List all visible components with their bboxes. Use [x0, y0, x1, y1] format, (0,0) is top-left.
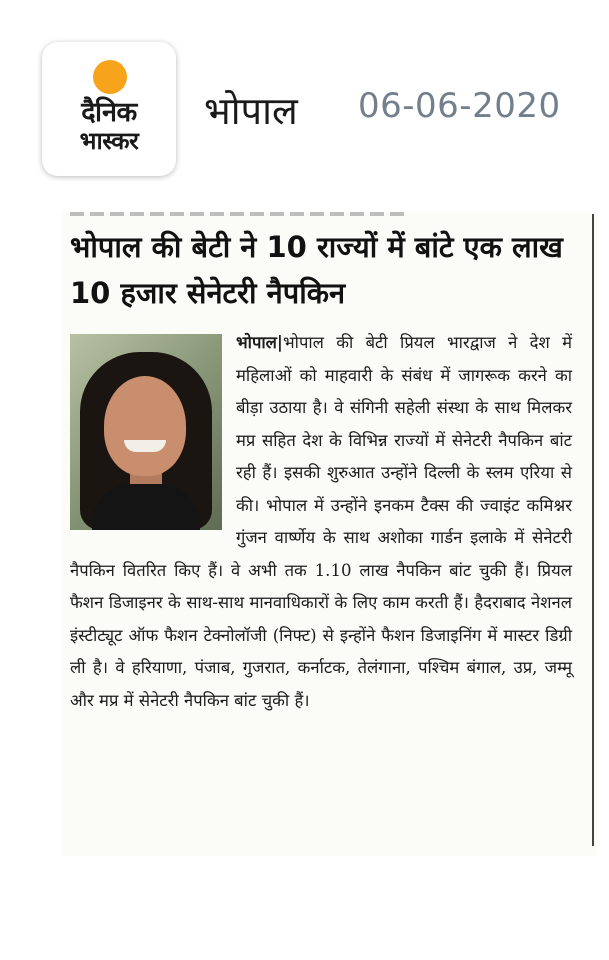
article-text: भोपाल की बेटी प्रियल भारद्वाज ने देश में महिलाओं को माहवारी के संबंध में जागरूक करने का बीड़ा उठाया है। वे संगिनी सहेली संस्था के साथ मिलकर मप्र सहित देश के विभिन्न राज्यों में सेनेटरी नैपकिन बांट रही हैं। इसकी शुरुआत उन्होंने दिल्ली के स्लम एरिया से की। भोपाल में उन्होंने इनकम टैक्स की ज्वाइंट कमिश्नर गुंजन वार्ष्णेय के साथ अशोका गार्डन इलाके में सेनेटरी नैपकिन वितरित किए हैं। वे अभी तक 1.10 लाख नैपकिन बांट चुकी हैं। प्रियल फैशन डिजाइनर के साथ-साथ मानवाधिकारों के लिए काम करती हैं। हैदराबाद नेशनल इंस्टीट्यूट ऑफ फैशन टेक्नोलॉजी (निफ्ट) से इन्होंने फैशन डिजाइनिंग में मास्टर डिग्री ली है। वे हरियाणा, पंजाब, गुजरात, कर्नाटक, तेलंगाना, पश्चिम बंगाल, उप्र, जम्मू और मप्र में सेनेटरी नैपकिन बांट चुकी हैं।	[70, 333, 572, 710]
logo-text-line2: भास्कर	[79, 127, 139, 155]
column-rule	[592, 214, 594, 846]
article-body	[70, 326, 572, 717]
article-headline: भोपाल की बेटी ने 10 राज्यों में बांटे एक लाख 10 हजार सेनेटरी नैपकिन	[70, 230, 563, 310]
portrait-photo	[70, 334, 222, 530]
edition-date: 06-06-2020	[358, 86, 561, 126]
clipping-top-edge	[70, 212, 408, 216]
article-dateline: भोपाल|	[236, 332, 283, 352]
newspaper-logo	[42, 42, 176, 176]
edition-city: भोपाल	[204, 89, 298, 133]
sun-dot-icon	[93, 60, 127, 94]
logo-text-line1: दैनिक	[81, 97, 137, 128]
